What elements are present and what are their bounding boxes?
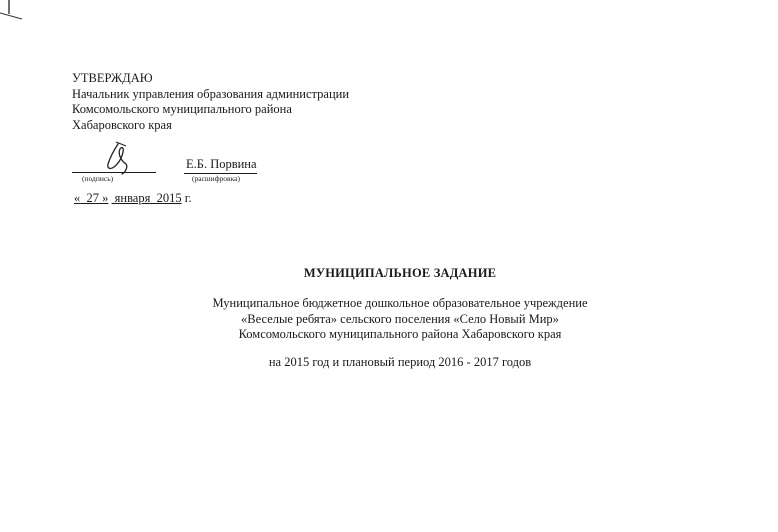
date-year: 2015 (156, 191, 182, 205)
date-day: 27 (86, 191, 99, 205)
scan-corner-mark (0, 0, 30, 20)
organization-line: Комсомольского муниципального района Хабаровского края (238, 327, 562, 341)
signature-caption: (подпись) (82, 174, 114, 183)
date-month: января (114, 191, 151, 205)
date-close-quote: » (102, 191, 109, 205)
decoding-caption: (расшифровка) (192, 174, 240, 183)
approval-position-line: Начальник управления образования администрации (72, 86, 350, 101)
date-open-quote: « (74, 191, 81, 205)
approval-position-line: Хабаровского края (72, 117, 172, 132)
document-title: МУНИЦИПАЛЬНОЕ ЗАДАНИЕ (303, 266, 497, 280)
organization-block (90, 296, 710, 343)
signer-name: Е.Б. Порвина (184, 157, 257, 174)
approval-block (72, 71, 349, 133)
planning-period: на 2015 год и плановый период 2016 - 2017 годов (268, 355, 532, 369)
date-suffix: г. (184, 191, 192, 205)
approval-date (74, 191, 192, 206)
signature-row (72, 155, 372, 195)
approval-position-line: Комсомольского муниципального района (72, 102, 292, 116)
organization-line: «Веселые ребята» сельского поселения «Село Новый Мир» (241, 311, 559, 326)
approval-heading: УТВЕРЖДАЮ (72, 71, 153, 85)
organization-line: Муниципальное бюджетное дошкольное образовательное учреждение (212, 296, 588, 310)
